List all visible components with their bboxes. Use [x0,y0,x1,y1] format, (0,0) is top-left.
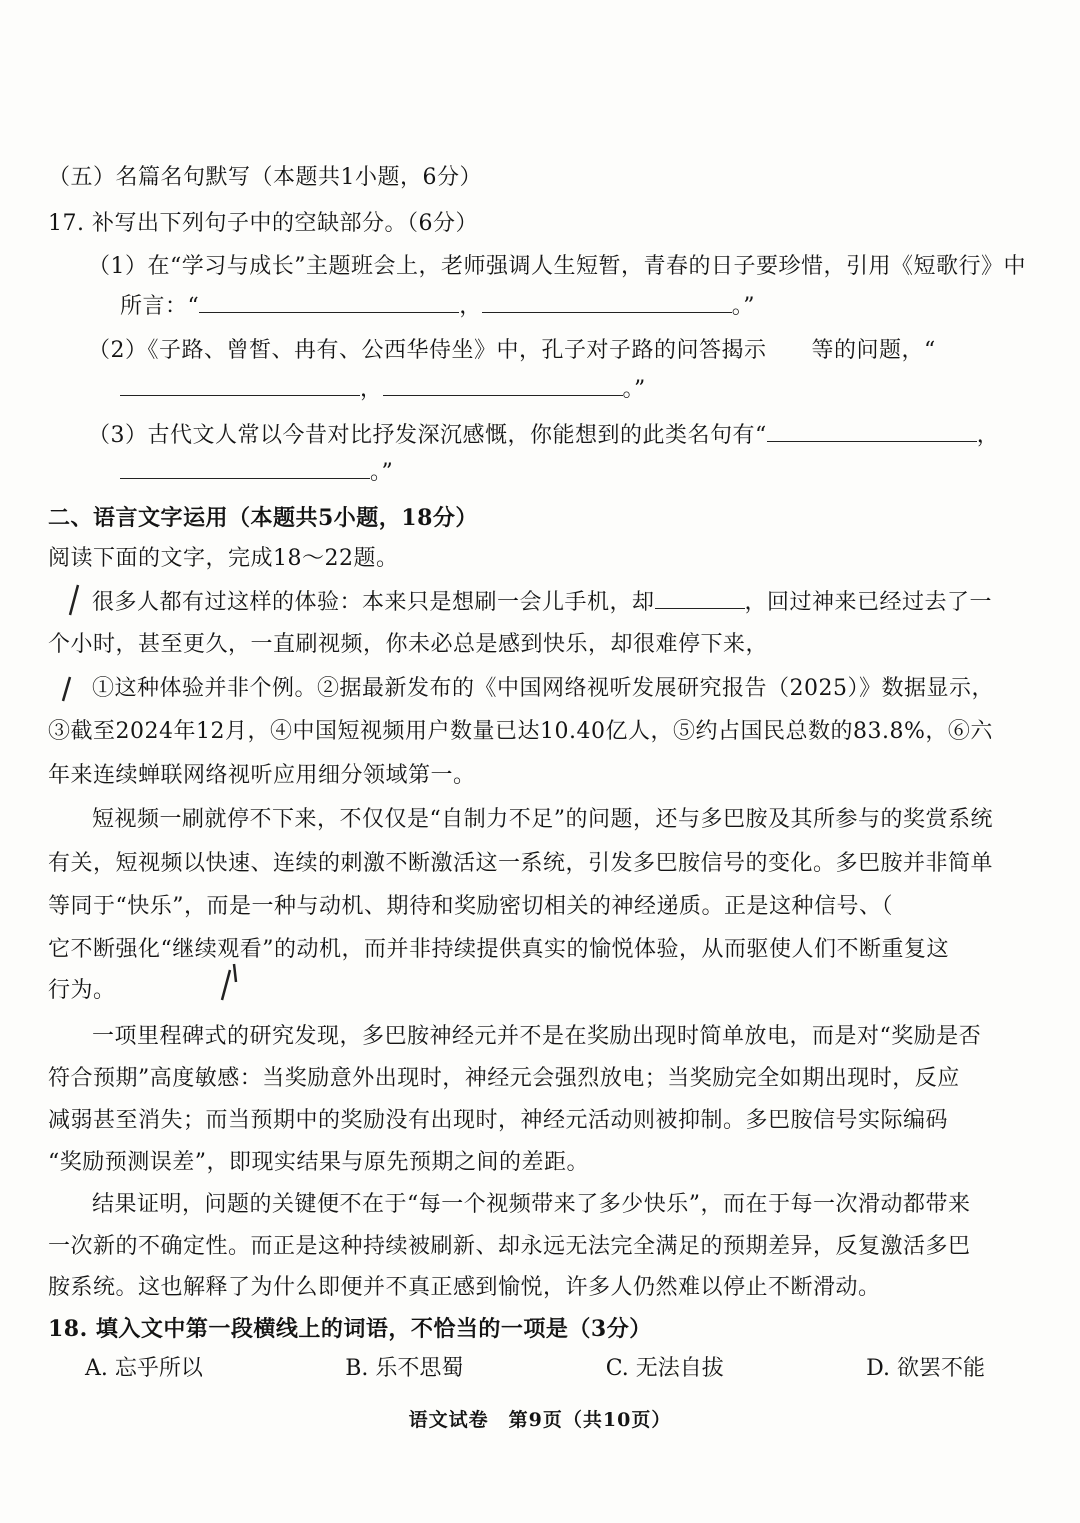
passage-p1-line2: 个小时，甚至更久，一直刷视频，你未必总是感到快乐，却很难停下来， [48,632,769,657]
passage-p3-line3: 等同于“快乐”，而是一种与动机、期待和奖励密切相关的神经递质。正是这种信号、（ [48,894,893,919]
passage-p5-line3: 胺系统。这也解释了为什么即便并不真正感到愉悦，许多人仍然难以停止不断滑动。 [48,1275,881,1300]
passage-p5-line1: 结果证明，问题的关键便不在于“每一个视频带来了多少快乐”，而在于每一次滑动都带来 [92,1192,971,1217]
q17-part1-line2 [120,290,755,322]
option-d[interactable]: D. 欲罢不能 [866,1356,985,1381]
q17-part1-prefix: 所言：“ [120,294,200,319]
passage-text: ，回过神来已经过去了一 [744,590,993,615]
answer-blank-18[interactable] [655,586,745,609]
q17-part3-text: （3）古代文人常以今昔对比抒发深沉感慨，你能想到的此类名句有“ [88,423,767,448]
question-18-options [85,1354,985,1384]
question-17-stem: 17. 补写出下列句子中的空缺部分。（6分） [48,211,478,236]
handwritten-slash-mark [208,960,242,1004]
answer-blank[interactable] [767,419,977,442]
passage-p3-line4: 它不断强化“继续观看”的动机，而并非持续提供真实的愉悦体验，从而驱使人们不断重复这 [48,937,949,962]
q17-part3-line2 [120,456,393,488]
answer-blank[interactable] [120,456,370,479]
q17-part2-line1: （2）《子路、曾皙、冉有、公西华侍坐》中，孔子对子路的问答揭示 等的问题，“ [88,338,936,363]
passage-p3-line5: 行为。 [48,978,116,1003]
passage-p3-line1: 短视频一刷就停不下来，不仅仅是“自制力不足”的问题，还与多巴胺及其所参与的奖赏系统 [92,807,993,832]
section-two-heading: 二、语言文字运用（本题共5小题，18分） [48,505,478,531]
passage-p3-line2: 有关，短视频以快速、连续的刺激不断激活这一系统，引发多巴胺信号的变化。多巴胺并非简单 [48,851,994,876]
answer-blank[interactable] [120,373,360,396]
passage-p4-line1: 一项里程碑式的研究发现，多巴胺神经元并不是在奖励出现时简单放电，而是对“奖励是否 [92,1024,982,1049]
q17-part1-comma: ， [459,294,482,319]
answer-blank[interactable] [199,290,459,313]
answer-blank[interactable] [482,290,732,313]
passage-p4-line2: 符合预期”高度敏感：当奖励意外出现时，神经元会强烈放电；当奖励完全如期出现时，反应 [48,1066,960,1091]
option-a[interactable]: A. 忘乎所以 [85,1356,203,1381]
section-five-heading: （五）名篇名句默写（本题共1小题，6分） [48,165,482,190]
passage-p5-line2: 一次新的不确定性。而正是这种持续被刷新、却永远无法完全满足的预期差异，反复激活多巴 [48,1234,971,1259]
handwritten-slash-mark [64,583,86,617]
option-b[interactable]: B. 乐不思蜀 [345,1356,464,1381]
q17-part1-line1: （1）在“学习与成长”主题班会上，老师强调人生短暂，青春的日子要珍惜，引用《短歌行》中 [88,254,1026,279]
q17-part2-line2 [120,373,646,405]
passage-p4-line4: “奖励预测误差”，即现实结果与原先预期之间的差距。 [48,1150,589,1175]
passage-p2-line3: 年来连续蝉联网络视听应用细分领域第一。 [48,763,476,788]
option-c[interactable]: C. 无法自拔 [605,1356,724,1381]
q17-part2-end: 。” [622,377,646,402]
q17-part1-end: 。” [731,294,756,319]
page-footer: 语文试卷 第9页（共10页） [408,1409,672,1431]
passage-text: 很多人都有过这样的体验：本来只是想刷一会儿手机，却 [92,590,655,615]
q17-part3-end: 。” [370,460,394,485]
section-two-intro: 阅读下面的文字，完成18～22题。 [48,546,399,571]
passage-p4-line3: 减弱甚至消失；而当预期中的奖励没有出现时，神经元活动则被抑制。多巴胺信号实际编码 [48,1108,949,1133]
q17-part2-comma: ， [360,377,383,402]
handwritten-slash-mark [58,673,78,705]
passage-p2-line1: ①这种体验并非个例。②据最新发布的《中国网络视听发展研究报告（2025）》数据显示， [92,676,994,701]
answer-blank[interactable] [383,373,623,396]
question-18-stem: 18. 填入文中第一段横线上的词语，不恰当的一项是（3分） [48,1316,652,1342]
q17-part3-comma: ， [976,423,1000,448]
passage-p1-line1 [92,586,992,618]
q17-part3-line1 [88,419,999,451]
passage-p2-line2: ③截至2024年12月，④中国短视频用户数量已达10.40亿人，⑤约占国民总数的83.8%，⑥六 [48,719,993,744]
